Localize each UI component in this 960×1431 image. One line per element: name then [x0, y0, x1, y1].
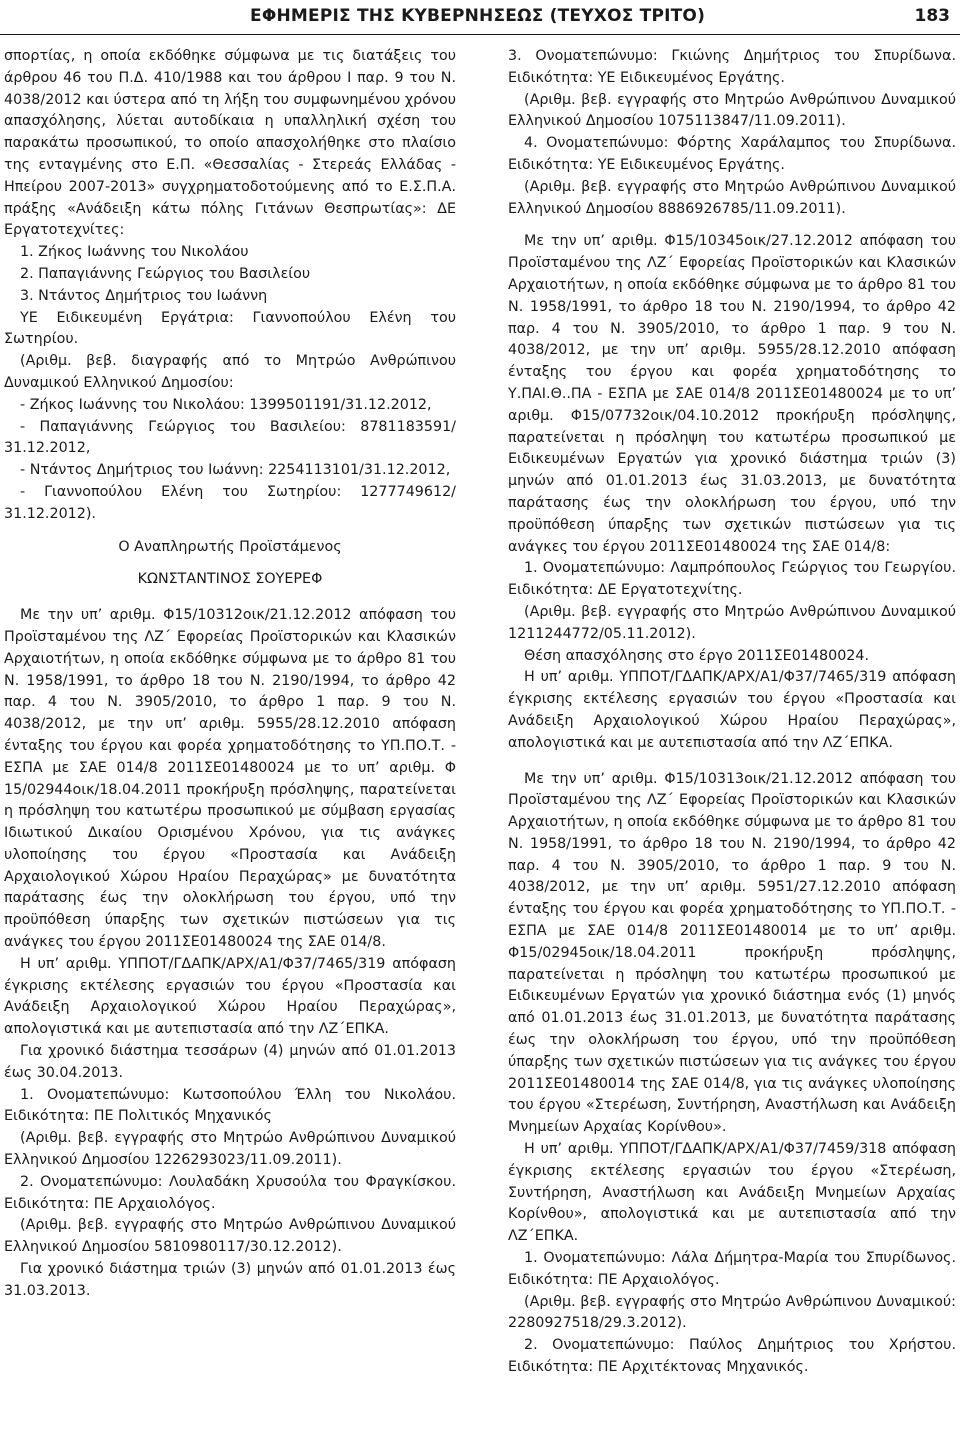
paragraph: 1. Ονοματεπώνυμο: Κωτσοπούλου Έλλη του Νικολάου. Ειδικότητα: ΠΕ Πολιτικός Μηχανικός: [4, 1086, 456, 1125]
list-item: - Ντάντος Δημήτριος του Ιωάννη: 2254113101/31.12.2012,: [20, 462, 451, 479]
paragraph: Η υπ’ αριθμ. ΥΠΠΟΤ/ΓΔΑΠΚ/ΑΡΧ/Α1/Φ37/7465/319 απόφαση έγκρισης εκτέλεσης εργασιών του έργου «Προστασία και Ανάδειξη Αρχαιολογικού Χώρου Ηραίου Περαχώρας», απολογιστικά και με αυτεπιστασία από την ΛΖ΄ΕΠΚΑ.: [508, 669, 956, 751]
paragraph: Θέση απασχόλησης στο έργο 2011ΣΕ01480024.: [524, 647, 870, 664]
list-item: - Παπαγιάννης Γεώργιος του Βασιλείου: 8781183591/ 31.12.2012,: [4, 418, 456, 457]
paragraph: Η υπ’ αριθμ. ΥΠΠΟΤ/ΓΔΑΠΚ/ΑΡΧ/Α1/Φ37/7465/319 απόφαση έγκρισης εκτέλεσης εργασιών του έργου «Προστασία και Ανάδειξη Αρχαιολογικού Χώρου Ηραίου Περαχώρας», απολογιστικά και με αυτεπιστασία από την ΛΖ΄ΕΠΚΑ.: [4, 955, 456, 1038]
right-column: [508, 46, 956, 1379]
paragraph: 2. Ονοματεπώνυμο: Παύλος Δημήτριος του Χρήστου. Ειδικότητα: ΠΕ Αρχιτέκτονας Μηχανικός.: [508, 1337, 956, 1376]
signer-role: Ο Αναπληρωτής Προϊστάμενος: [118, 538, 342, 555]
paragraph: Για χρονικό διάστημα τεσσάρων (4) μηνών από 01.01.2013 έως 30.04.2013.: [4, 1043, 456, 1081]
left-column: [4, 46, 456, 1303]
paragraph: Για χρονικό διάστημα τριών (3) μηνών από 01.01.2013 έως 31.03.2013.: [4, 1261, 456, 1299]
page-header: [0, 0, 960, 40]
paragraph: 1. Ονοματεπώνυμο: Λαμπρόπουλος Γεώργιος του Γεωργίου. Ειδικότητα: ΔΕ Εργατοτεχνίτης.: [508, 560, 956, 599]
paragraph: ΥΕ Ειδικευμένη Εργάτρια: Γιαννοπούλου Ελένη του Σωτηρίου.: [4, 309, 456, 348]
paragraph: σπορτίας, η οποία εκδόθηκε σύμφωνα με τις διατάξεις του άρθρου 46 του Π.Δ. 410/1988 και του άρθρου Ι παρ. 9 του Ν. 4038/2012 και ύστερα από τη λήξη του συμφωνημένου χρόνου απασχόλησης, λύεται αυτοδίκαια η υπαλληλική σχέση του παρακάτω προσωπικού, το οποίο απασχολήθηκε στο πλαίσιο της ενταγμένης στο Ε.Π. «Θεσσαλίας - Στερεάς Ελλάδας - Ηπείρου 2007-2013» συγχρηματοδοτούμενης από το Ε.Σ.Π.Α. πράξης «Ανάδειξη κάτω πόλης Γιτάνων Θεσπρωτίας»: ΔΕ Εργατοτεχνίτες:: [4, 48, 456, 239]
paragraph: Με την υπ’ αριθμ. Φ15/10345οικ/27.12.2012 απόφαση του Προϊσταμένου της ΛΖ΄ Εφορείας Προϊστορικών και Κλασικών Αρχαιοτήτων, η οποία εκδόθηκε σύμφωνα με το άρθρο 81 του Ν. 1958/1991, το άρθρο 18 του Ν. 2190/1994, το άρθρο 42 παρ. 4 του Ν. 3905/2010, το άρθρο 1 παρ. 9 του Ν. 4038/2012, με την υπ’ αριθμ. 5955/28.12.2010 απόφαση ένταξης του έργου και φορέα χρηματοδότησης το Υ.ΠΑΙ.Θ..ΠΑ - ΕΣΠΑ με ΣΑΕ 014/8 2011ΣΕ01480024 με το υπ’ αριθμ. Φ15/07732οικ/04.10.2012 προκήρυξη πρόσληψης, παρατείνεται η πρόσληψη του κατωτέρω προσωπικού με Ειδικευμένων Εργατών για χρονικό διάστημα τριών (3) μηνών από 01.01.2013 έως 31.03.2013, με δυνατότητα παράτασης έως την ολοκλήρωση του έργου, υπό την προϋπόθεση ύπαρξης των σχετικών πιστώσεων για τις ανάγκες του έργου 2011ΣΕ01480024 της ΣΑΕ 014/8:: [508, 233, 956, 555]
list-item: - Γιαννοπούλου Ελένη του Σωτηρίου: 1277749612/ 31.12.2012).: [4, 483, 456, 522]
list-item: 2. Παπαγιάννης Γεώργιος του Βασιλείου: [20, 265, 311, 282]
page-number: 183: [914, 6, 950, 26]
signer-name: ΚΩΝΣΤΑΝΤΙΝΟΣ ΣΟΥΕΡΕΦ: [137, 571, 323, 588]
gazette-title: ΕΦΗΜΕΡΙΣ ΤΗΣ ΚΥΒΕΡΝΗΣΕΩΣ (ΤΕΥΧΟΣ ΤΡΙΤΟ): [250, 6, 706, 26]
paragraph: Με την υπ’ αριθμ. Φ15/10313οικ/21.12.2012 απόφαση του Προϊσταμένου της ΛΖ΄ Εφορείας Προϊστορικών και Κλασικών Αρχαιοτήτων, η οποία εκδόθηκε σύμφωνα με το άρθρο 81 του Ν. 1958/1991, το άρθρο 18 του Ν. 2190/1994, το άρθρο 42 παρ. 4 του Ν. 3905/2010, το άρθρο 1 παρ. 9 του Ν. 4038/2012, με την υπ’ αριθμ. 5951/27.12.2010 απόφαση ένταξης του έργου και φορέα χρηματοδότησης το ΥΠ.ΠΟ.Τ. - ΕΣΠΑ με ΣΑΕ 014/8 2011ΣΕ01480014 με το υπ’ αριθμ. Φ15/02945οικ/18.04.2011 προκήρυξη πρόσληψης, παρατείνεται η πρόσληψη του κατωτέρω προσωπικού με Ειδικευμένων Εργατών για χρονικό διάστημα ενός (1) μηνός από 01.01.2013 έως 31.01.2013, με δυνατότητα παράτασης έως την ολοκλήρωση του έργου, υπό την προϋπόθεση ύπαρξης των σχετικών πιστώσεων για τις ανάγκες του έργου 2011ΣΕ01480014 της ΣΑΕ 014/8, για τις ανάγκες υλοποίησης του έργου «Στερέωση, Συντήρηση, Αναστήλωση και Ανάδειξη Μνημείων Αρχαίας Κορίνθου».: [508, 770, 956, 1136]
paragraph: (Αριθμ. βεβ. εγγραφής στο Μητρώο Ανθρώπινου Δυναμικού Ελληνικού Δημοσίου 5810980117/30.12.2012).: [4, 1217, 456, 1256]
header-rule: [0, 34, 960, 35]
paragraph: 3. Ονοματεπώνυμο: Γκιώνης Δημήτριος του Σπυρίδωνα. Ειδικότητα: ΥΕ Ειδικευμένος Εργάτης.: [508, 48, 956, 86]
paragraph: (Αριθμ. βεβ. εγγραφής στο Μητρώο Ανθρώπινου Δυναμικού 1211244772/05.11.2012).: [508, 603, 956, 642]
list-item: 1. Ζήκος Ιωάννης του Νικολάου: [20, 244, 249, 261]
paragraph: 4. Ονοματεπώνυμο: Φόρτης Χαράλαμπος του Σπυρίδωνα. Ειδικότητα: ΥΕ Ειδικευμένος Εργάτης.: [508, 135, 956, 173]
paragraph: (Αριθμ. βεβ. διαγραφής από το Μητρώο Ανθρώπινου Δυναμικού Ελληνικού Δημοσίου:: [4, 353, 456, 391]
paragraph: (Αριθμ. βεβ. εγγραφής στο Μητρώο Ανθρώπινου Δυναμικού: 2280927518/29.3.2012).: [508, 1293, 956, 1332]
list-item: - Ζήκος Ιωάννης του Νικολάου: 1399501191/31.12.2012,: [20, 396, 432, 413]
list-item: 3. Ντάντος Δημήτριος του Ιωάννη: [20, 287, 268, 304]
paragraph: 1. Ονοματεπώνυμο: Λάλα Δήμητρα-Μαρία του Σπυρίδωνος. Ειδικότητα: ΠΕ Αρχαιολόγος.: [508, 1250, 956, 1288]
paragraph: (Αριθμ. βεβ. εγγραφής στο Μητρώο Ανθρώπινου Δυναμικού Ελληνικού Δημοσίου 1226293023/11.09.2011).: [4, 1130, 456, 1169]
paragraph: 2. Ονοματεπώνυμο: Λουλαδάκη Χρυσούλα του Φραγκίσκου. Ειδικότητα: ΠΕ Αρχαιολόγος.: [4, 1173, 456, 1212]
paragraph: (Αριθμ. βεβ. εγγραφής στο Μητρώο Ανθρώπινου Δυναμικού Ελληνικού Δημοσίου 1075113847/11.09.2011).: [508, 91, 956, 130]
paragraph: Η υπ’ αριθμ. ΥΠΠΟΤ/ΓΔΑΠΚ/ΑΡΧ/Α1/Φ37/7459/318 απόφαση έγκρισης εκτέλεσης εργασιών του έργου «Στερέωση, Συντήρηση, Αναστήλωση και Ανάδειξη Μνημείων Αρχαίας Κορίνθου», απολογιστικά και με αυτεπιστασία από την ΛΖ΄ΕΠΚΑ.: [508, 1141, 956, 1245]
paragraph: (Αριθμ. βεβ. εγγραφής στο Μητρώο Ανθρώπινου Δυναμικού Ελληνικού Δημοσίου 8886926785/11.09.2011).: [508, 178, 956, 217]
paragraph: Με την υπ’ αριθμ. Φ15/10312οικ/21.12.2012 απόφαση του Προϊσταμένου της ΛΖ΄ Εφορείας Προϊστορικών και Κλασικών Αρχαιοτήτων, η οποία εκδόθηκε σύμφωνα με το άρθρο 81 του Ν. 1958/1991, το άρθρο 18 του Ν. 2190/1994, το άρθρο 42 παρ. 4 του Ν. 3905/2010, το άρθρο 1 παρ. 9 του Ν. 4038/2012, με την υπ’ αριθμ. 5955/28.12.2010 απόφαση ένταξης του έργου και φορέα χρηματοδότησης το ΥΠ.ΠΟ.Τ. - ΕΣΠΑ με ΣΑΕ 014/8 2011ΣΕ01480024 με το υπ’ αριθμ. Φ 15/02944οικ/18.04.2011 προκήρυξη πρόσληψης, παρατείνεται η πρόσληψη του κατωτέρω προσωπικού με σύμβαση εργασίας Ιδιωτικού Δικαίου Ορισμένου Χρόνου, για τις ανάγκες υλοποίησης του έργου «Προστασία και Ανάδειξη Αρχαιολογικού Χώρου Ηραίου Περαχώρας» με δυνατότητα παράτασης έως την ολοκλήρωση του έργου, υπό την προϋπόθεση ύπαρξης των σχετικών πιστώσεων για τις ανάγκες του έργου 2011ΣΕ01480024 της ΣΑΕ 014/8.: [4, 607, 456, 951]
